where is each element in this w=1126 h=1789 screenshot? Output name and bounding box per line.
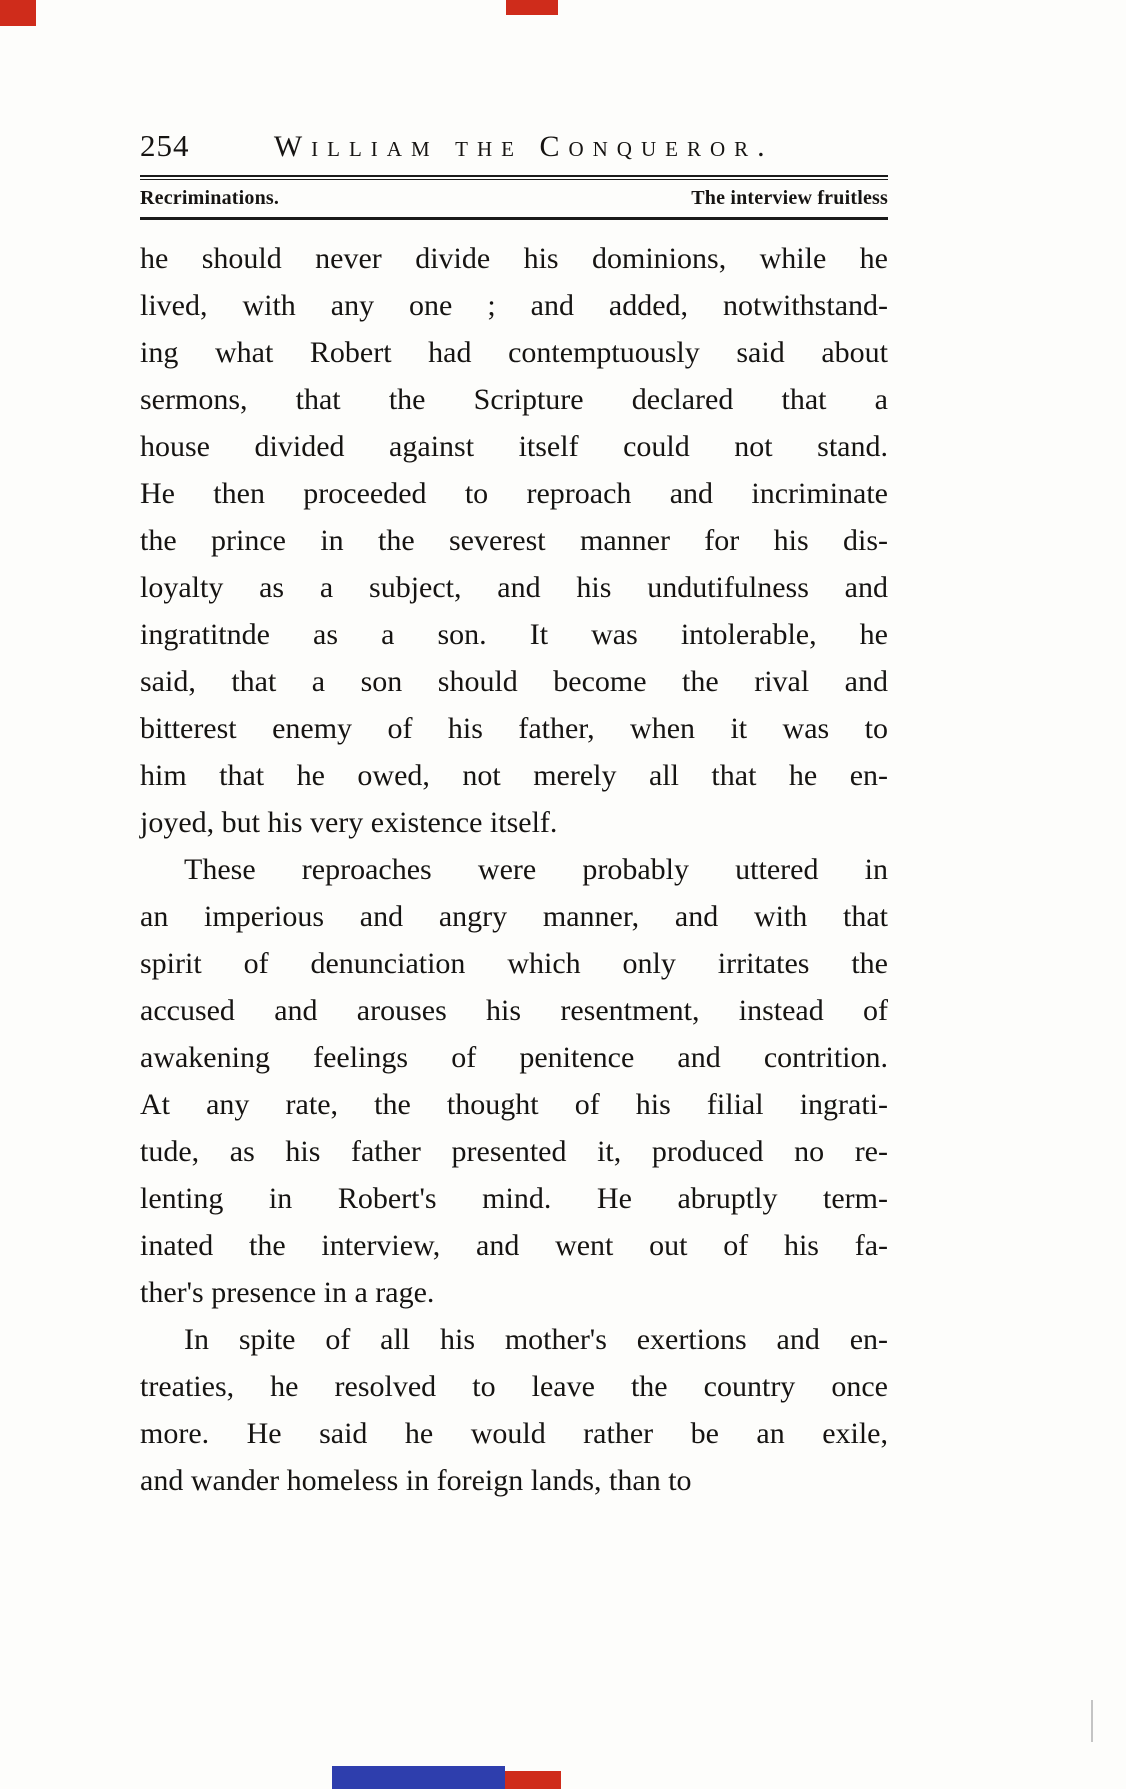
text-line: said, that a son should become the rival and [140, 665, 888, 698]
text-line: At any rate, the thought of his filial ingrati- [140, 1088, 888, 1121]
scan-artifact-bottom-blue [332, 1766, 505, 1789]
running-head-left: Recriminations. [140, 187, 280, 209]
text-line: These reproaches were probably uttered in [184, 853, 888, 886]
scan-artifact-top-middle [506, 0, 558, 15]
text-line: joyed, but his very existence itself. [140, 806, 558, 839]
page-header [140, 128, 888, 164]
text-line: treaties, he resolved to leave the country once [140, 1370, 888, 1403]
text-line: ingratitnde as a son. It was intolerable, he [140, 618, 888, 651]
text-line: loyalty as a subject, and his undutifulness and [140, 571, 888, 604]
text-line: an imperious and angry manner, and with that [140, 900, 888, 933]
text-line: awakening feelings of penitence and contrition. [140, 1041, 888, 1074]
text-line: bitterest enemy of his father, when it was to [140, 712, 888, 745]
page-content [140, 128, 888, 1504]
scan-artifact-top-left [0, 0, 36, 26]
page-title: William the Conqueror. [273, 130, 774, 163]
text-line: house divided against itself could not stand. [140, 430, 888, 463]
text-line: lenting in Robert's mind. He abruptly term- [140, 1182, 888, 1215]
body-text [140, 235, 888, 1504]
text-line: lived, with any one ; and added, notwithstand- [140, 289, 888, 322]
text-line: the prince in the severest manner for his dis- [140, 524, 888, 557]
scan-artifact-right-tick [1091, 1700, 1093, 1742]
scan-artifact-bottom-red [505, 1771, 561, 1789]
text-line: more. He said he would rather be an exile, [140, 1417, 888, 1450]
running-head-right: The interview fruitless [691, 187, 888, 209]
text-line: In spite of all his mother's exertions and en- [184, 1323, 888, 1356]
page-number: 254 [140, 128, 190, 163]
text-line: He then proceeded to reproach and incriminate [140, 477, 888, 510]
text-line: and wander homeless in foreign lands, than to [140, 1464, 692, 1497]
running-heads [140, 187, 888, 210]
text-line: ther's presence in a rage. [140, 1276, 435, 1309]
text-line: inated the interview, and went out of his fa- [140, 1229, 888, 1262]
text-line: spirit of denunciation which only irritates the [140, 947, 888, 980]
text-line: sermons, that the Scripture declared that a [140, 383, 888, 416]
text-line: him that he owed, not merely all that he en- [140, 759, 888, 792]
text-line: tude, as his father presented it, produced no re- [140, 1135, 888, 1168]
text-line: accused and arouses his resentment, instead of [140, 994, 888, 1027]
text-line: ing what Robert had contemptuously said about [140, 336, 888, 369]
text-line: he should never divide his dominions, while he [140, 242, 888, 275]
header-rule-double [140, 175, 888, 180]
running-heads-rule [140, 217, 888, 220]
